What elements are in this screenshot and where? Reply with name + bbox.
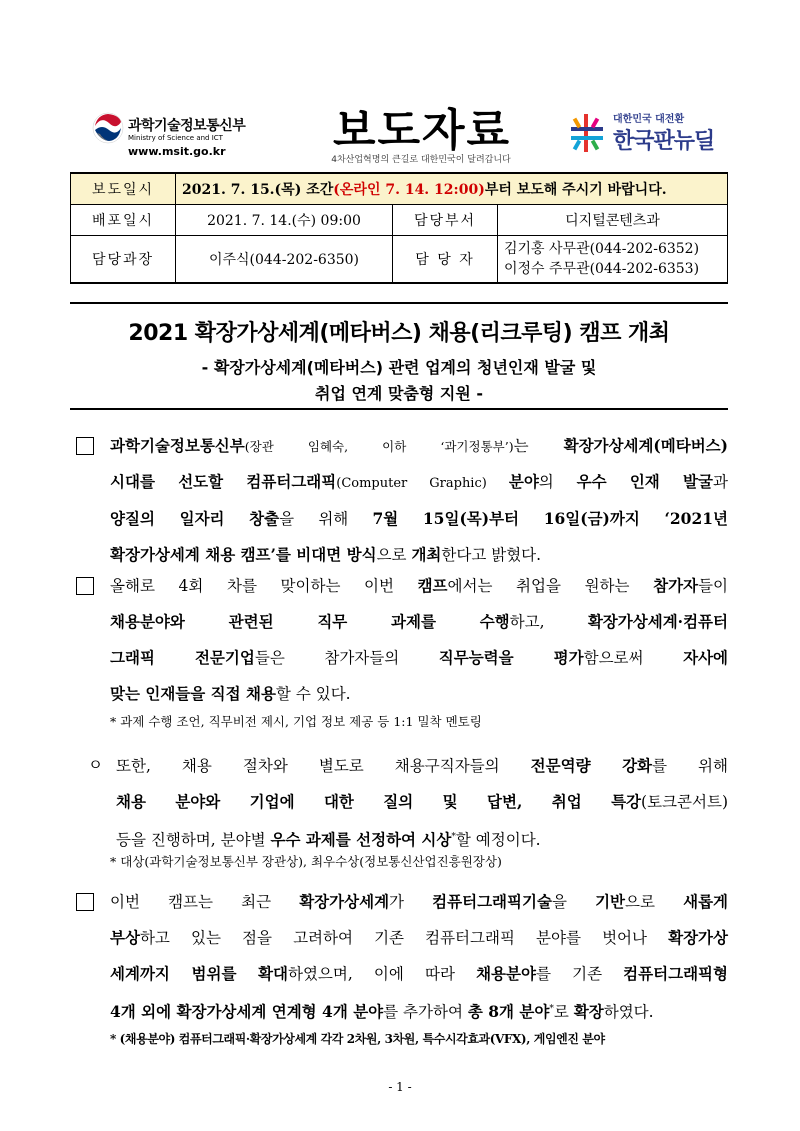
taegeuk-emblem-icon: [92, 112, 124, 144]
staff-label: 담 당 자: [393, 236, 498, 284]
checkbox-bullet-icon: [76, 577, 94, 595]
release-label: 보도일시: [71, 173, 176, 205]
korean-new-deal-logo: [565, 108, 725, 158]
p4-line-1: 이번 캠프는 최근 확장가상세계가 컴퓨터그래픽기술을 기반으로 새롭게: [110, 892, 729, 911]
staff-value: [498, 236, 728, 284]
dept-label: 담당부서: [393, 205, 498, 236]
distribution-date: 2021. 7. 14.(수) 09:00: [176, 205, 393, 236]
distribution-row: [71, 205, 728, 236]
p1-line-1: 과학기술정보통신부(장관 임혜숙, 이하 ‘과기정통부’)는 확장가상세계(메타버스): [110, 436, 728, 455]
p1-line-3: 양질의 일자리 창출을 위해 7월 15일(목)부터 16일(금)까지 ‘2021년: [110, 509, 729, 528]
p2-line-3: 그래픽 전문기업들은 참가자들의 직무능력을 평가함으로써 자사에: [110, 648, 728, 667]
headline-box: [70, 302, 728, 410]
p3-line-3: 등을 진행하며, 분야별 우수 과제를 선정하여 시상*할 예정이다.: [116, 830, 541, 850]
paragraph-4: [76, 884, 728, 1030]
p4-line-4: 4개 외에 확장가상세계 연계형 4개 분야를 추가하여 총 8개 분야*로 확장하였다.: [110, 1002, 654, 1022]
manager-label: 담당과장: [71, 236, 176, 284]
p3-footnote: * 대상(과학기술정보통신부 장관상), 최우수상(정보통신산업진흥원장상): [110, 854, 502, 869]
paragraph-3: [88, 748, 728, 858]
release-suffix: 부터 보도해 주시기 바랍니다.: [484, 182, 667, 198]
circle-bullet-icon: ㅇ: [88, 756, 103, 774]
checkbox-bullet-icon: [76, 437, 94, 455]
p3-line-2: 채용 분야와 기업에 대한 질의 및 답변, 취업 특강(토크콘서트): [116, 792, 728, 811]
ministry-name: 과학기술정보통신부: [128, 118, 246, 134]
new-deal-tagline: 대한민국 대전환: [613, 114, 685, 125]
p2-footnote: * 과제 수행 조언, 직무비전 제시, 기업 정보 제공 등 1:1 밀착 멘토링: [110, 714, 482, 729]
release-row: [71, 173, 728, 205]
staff-2: 이정수 주무관(044-202-6353): [504, 261, 700, 277]
subheadline-line-2: 취업 연계 맞춤형 지원 -: [314, 384, 484, 403]
ministry-url: www.msit.go.kr: [128, 145, 226, 158]
p1-line-2: 시대를 선도할 컴퓨터그래픽(Computer Graphic) 분야의 우수 인재 발굴과: [110, 472, 728, 491]
release-info-table: [70, 172, 728, 284]
ministry-logo: [92, 112, 262, 158]
paragraph-1: [76, 428, 728, 573]
page-number: - 1 -: [388, 1080, 412, 1094]
checkbox-bullet-icon: [76, 893, 94, 911]
release-date: 2021. 7. 15.(목) 조간: [182, 182, 334, 198]
new-deal-mark-icon: [565, 112, 609, 156]
p2-line-2: 채용분야와 관련된 직무 과제를 수행하고, 확장가상세계·컴퓨터: [110, 612, 728, 631]
staff-1: 김기홍 사무관(044-202-6352): [504, 241, 700, 257]
p2-line-1: 올해로 4회 차를 맞이하는 이번 캠프에서는 취업을 원하는 참가자들이: [110, 576, 728, 595]
subheadline-line-1: - 확장가상세계(메타버스) 관련 업계의 청년인재 발굴 및: [201, 358, 597, 377]
dept-value: 디지털콘텐츠과: [498, 205, 728, 236]
p1-line-4: 확장가상세계 채용 캠프’를 비대면 방식으로 개최한다고 밝혔다.: [110, 545, 542, 564]
p4-footnote: * (채용분야) 컴퓨터그래픽·확장가상세계 각각 2차원, 3차원, 특수시각효과(VFX), 게임엔진 분야: [110, 1032, 605, 1046]
manager-row: [71, 236, 728, 284]
p4-line-2: 부상하고 있는 점을 고려하여 기존 컴퓨터그래픽 분야를 벗어나 확장가상: [110, 928, 728, 947]
manager-value: 이주식(044-202-6350): [176, 236, 393, 284]
ministry-english-name: Ministry of Science and ICT: [128, 134, 223, 142]
p4-line-3: 세계까지 범위를 확대하였으며, 이에 따라 채용분야를 기존 컴퓨터그래픽형: [110, 964, 728, 983]
paragraph-2: [76, 568, 728, 712]
slogan: 4차산업혁명의 큰길로 대한민국이 달려갑니다: [331, 155, 511, 165]
release-online-time: (온라인 7. 14. 12:00): [333, 182, 485, 198]
release-value: [176, 173, 728, 205]
press-release-title: 보도자료: [332, 105, 511, 156]
p3-line-1: 또한, 채용 절차와 별도로 채용구직자들의 전문역량 강화를 위해: [116, 756, 728, 775]
new-deal-name: 한국판뉴딜: [613, 129, 715, 154]
distribution-label: 배포일시: [71, 205, 176, 236]
headline: 2021 확장가상세계(메타버스) 채용(리크루팅) 캠프 개최: [128, 321, 670, 346]
p2-line-4: 맞는 인재들을 직접 채용할 수 있다.: [110, 684, 351, 703]
